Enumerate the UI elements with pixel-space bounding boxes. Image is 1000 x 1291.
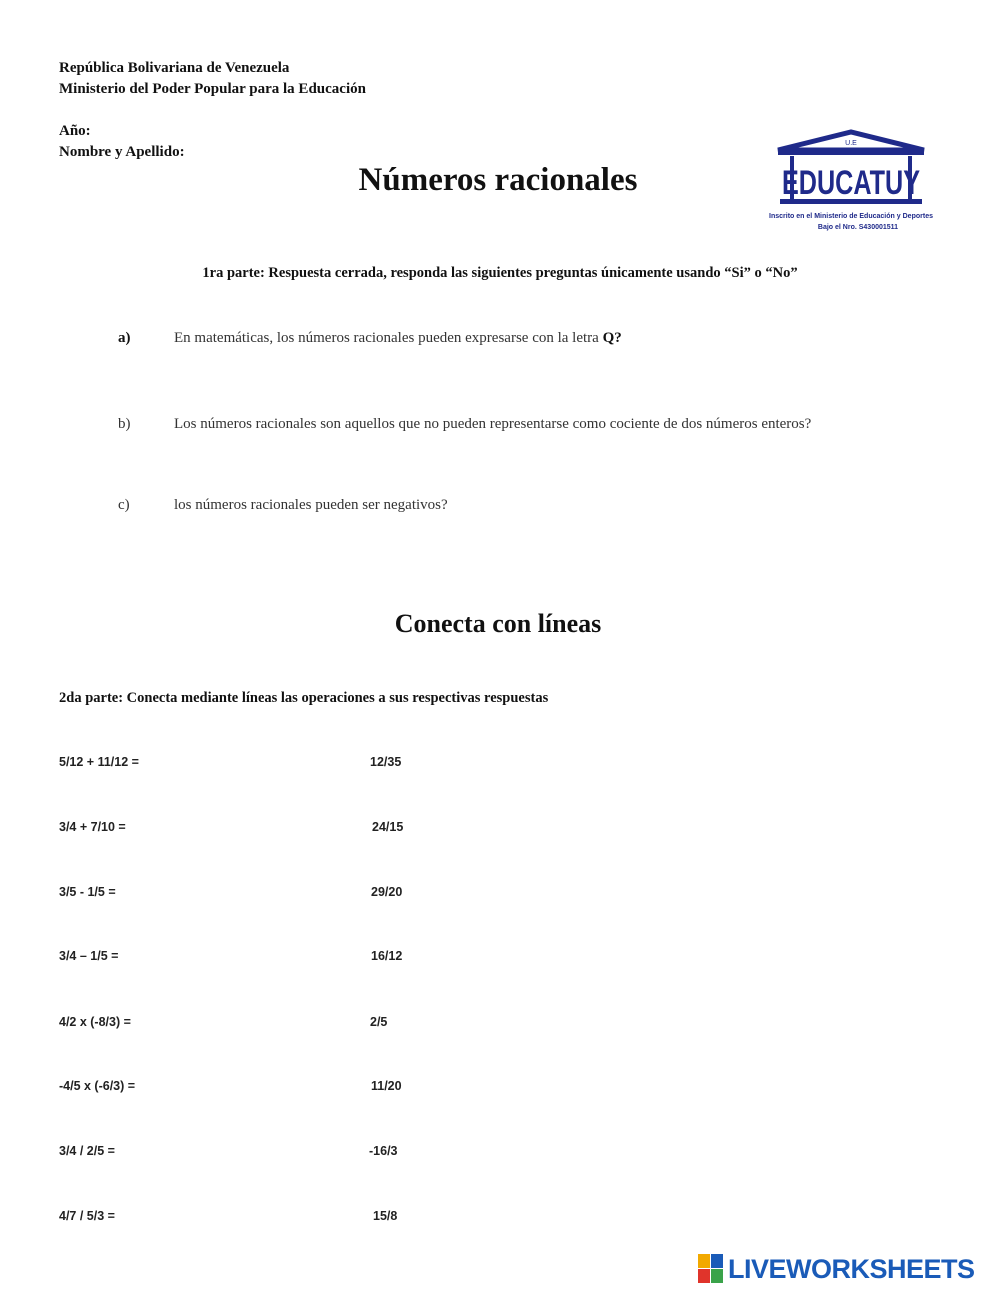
answer-2: 24/15 xyxy=(372,820,404,834)
operation-6: -4/5 x (-6/3) = xyxy=(59,1079,136,1093)
part2-title: Conecta con líneas xyxy=(394,609,602,638)
logo-caption-1: Inscrito en el Ministerio de Educación y Deportes xyxy=(769,213,934,220)
operation-4: 3/4 – 1/5 = xyxy=(59,949,119,963)
logo-name: EDUCATUY xyxy=(782,164,921,202)
operation-7: 3/4 / 2/5 = xyxy=(59,1144,115,1158)
answer-1: 12/35 xyxy=(370,755,402,769)
liveworksheets-brand: LIVEWORKSHEETS xyxy=(728,1253,975,1284)
answer-4: 16/12 xyxy=(371,949,403,963)
answer-7: -16/3 xyxy=(369,1144,398,1158)
liveworksheets-blocks-icon xyxy=(698,1254,724,1284)
operation-8: 4/7 / 5/3 = xyxy=(59,1209,115,1223)
part1-instruction: 1ra parte: Respuesta cerrada, responda las siguientes preguntas únicamente usando “Si” o “No” xyxy=(202,265,798,281)
page-title: Números racionales xyxy=(358,162,638,198)
question-b-letter: b) xyxy=(118,416,131,432)
header-ministry: Ministerio del Poder Popular para la Educación xyxy=(59,81,366,97)
part2-instruction: 2da parte: Conecta mediante líneas las operaciones a sus respectivas respuestas xyxy=(59,690,549,706)
answer-5: 2/5 xyxy=(370,1015,388,1029)
operation-1: 5/12 + 11/12 = xyxy=(59,755,139,769)
question-c-letter: c) xyxy=(118,497,130,513)
header-republic: República Bolivariana de Venezuela xyxy=(59,60,290,76)
logo-top-text: U.E xyxy=(845,140,857,147)
liveworksheets-logo xyxy=(698,1252,975,1286)
question-a-strong: Q? xyxy=(602,330,622,346)
operation-5: 4/2 x (-8/3) = xyxy=(59,1015,131,1029)
operation-2: 3/4 + 7/10 = xyxy=(59,820,126,834)
name-label: Nombre y Apellido: xyxy=(59,144,185,160)
educatuy-logo xyxy=(766,126,936,236)
question-b-text: Los números racionales son aquellos que no pueden representarse como cociente de dos números enteros? xyxy=(174,416,812,432)
school-building-icon xyxy=(766,126,936,236)
question-a-letter: a) xyxy=(118,330,131,346)
question-a-body: En matemáticas, los números racionales pueden expresarse con la letra xyxy=(174,330,603,346)
answer-3: 29/20 xyxy=(371,885,403,899)
question-c-text: los números racionales pueden ser negativos? xyxy=(174,497,448,513)
question-a-text xyxy=(174,330,622,347)
answer-6: 11/20 xyxy=(371,1079,402,1093)
logo-caption-2: Bajo el Nro. S430001511 xyxy=(817,224,899,231)
year-label: Año: xyxy=(59,123,91,139)
answer-8: 15/8 xyxy=(373,1209,398,1223)
operation-3: 3/5 - 1/5 = xyxy=(59,885,116,899)
